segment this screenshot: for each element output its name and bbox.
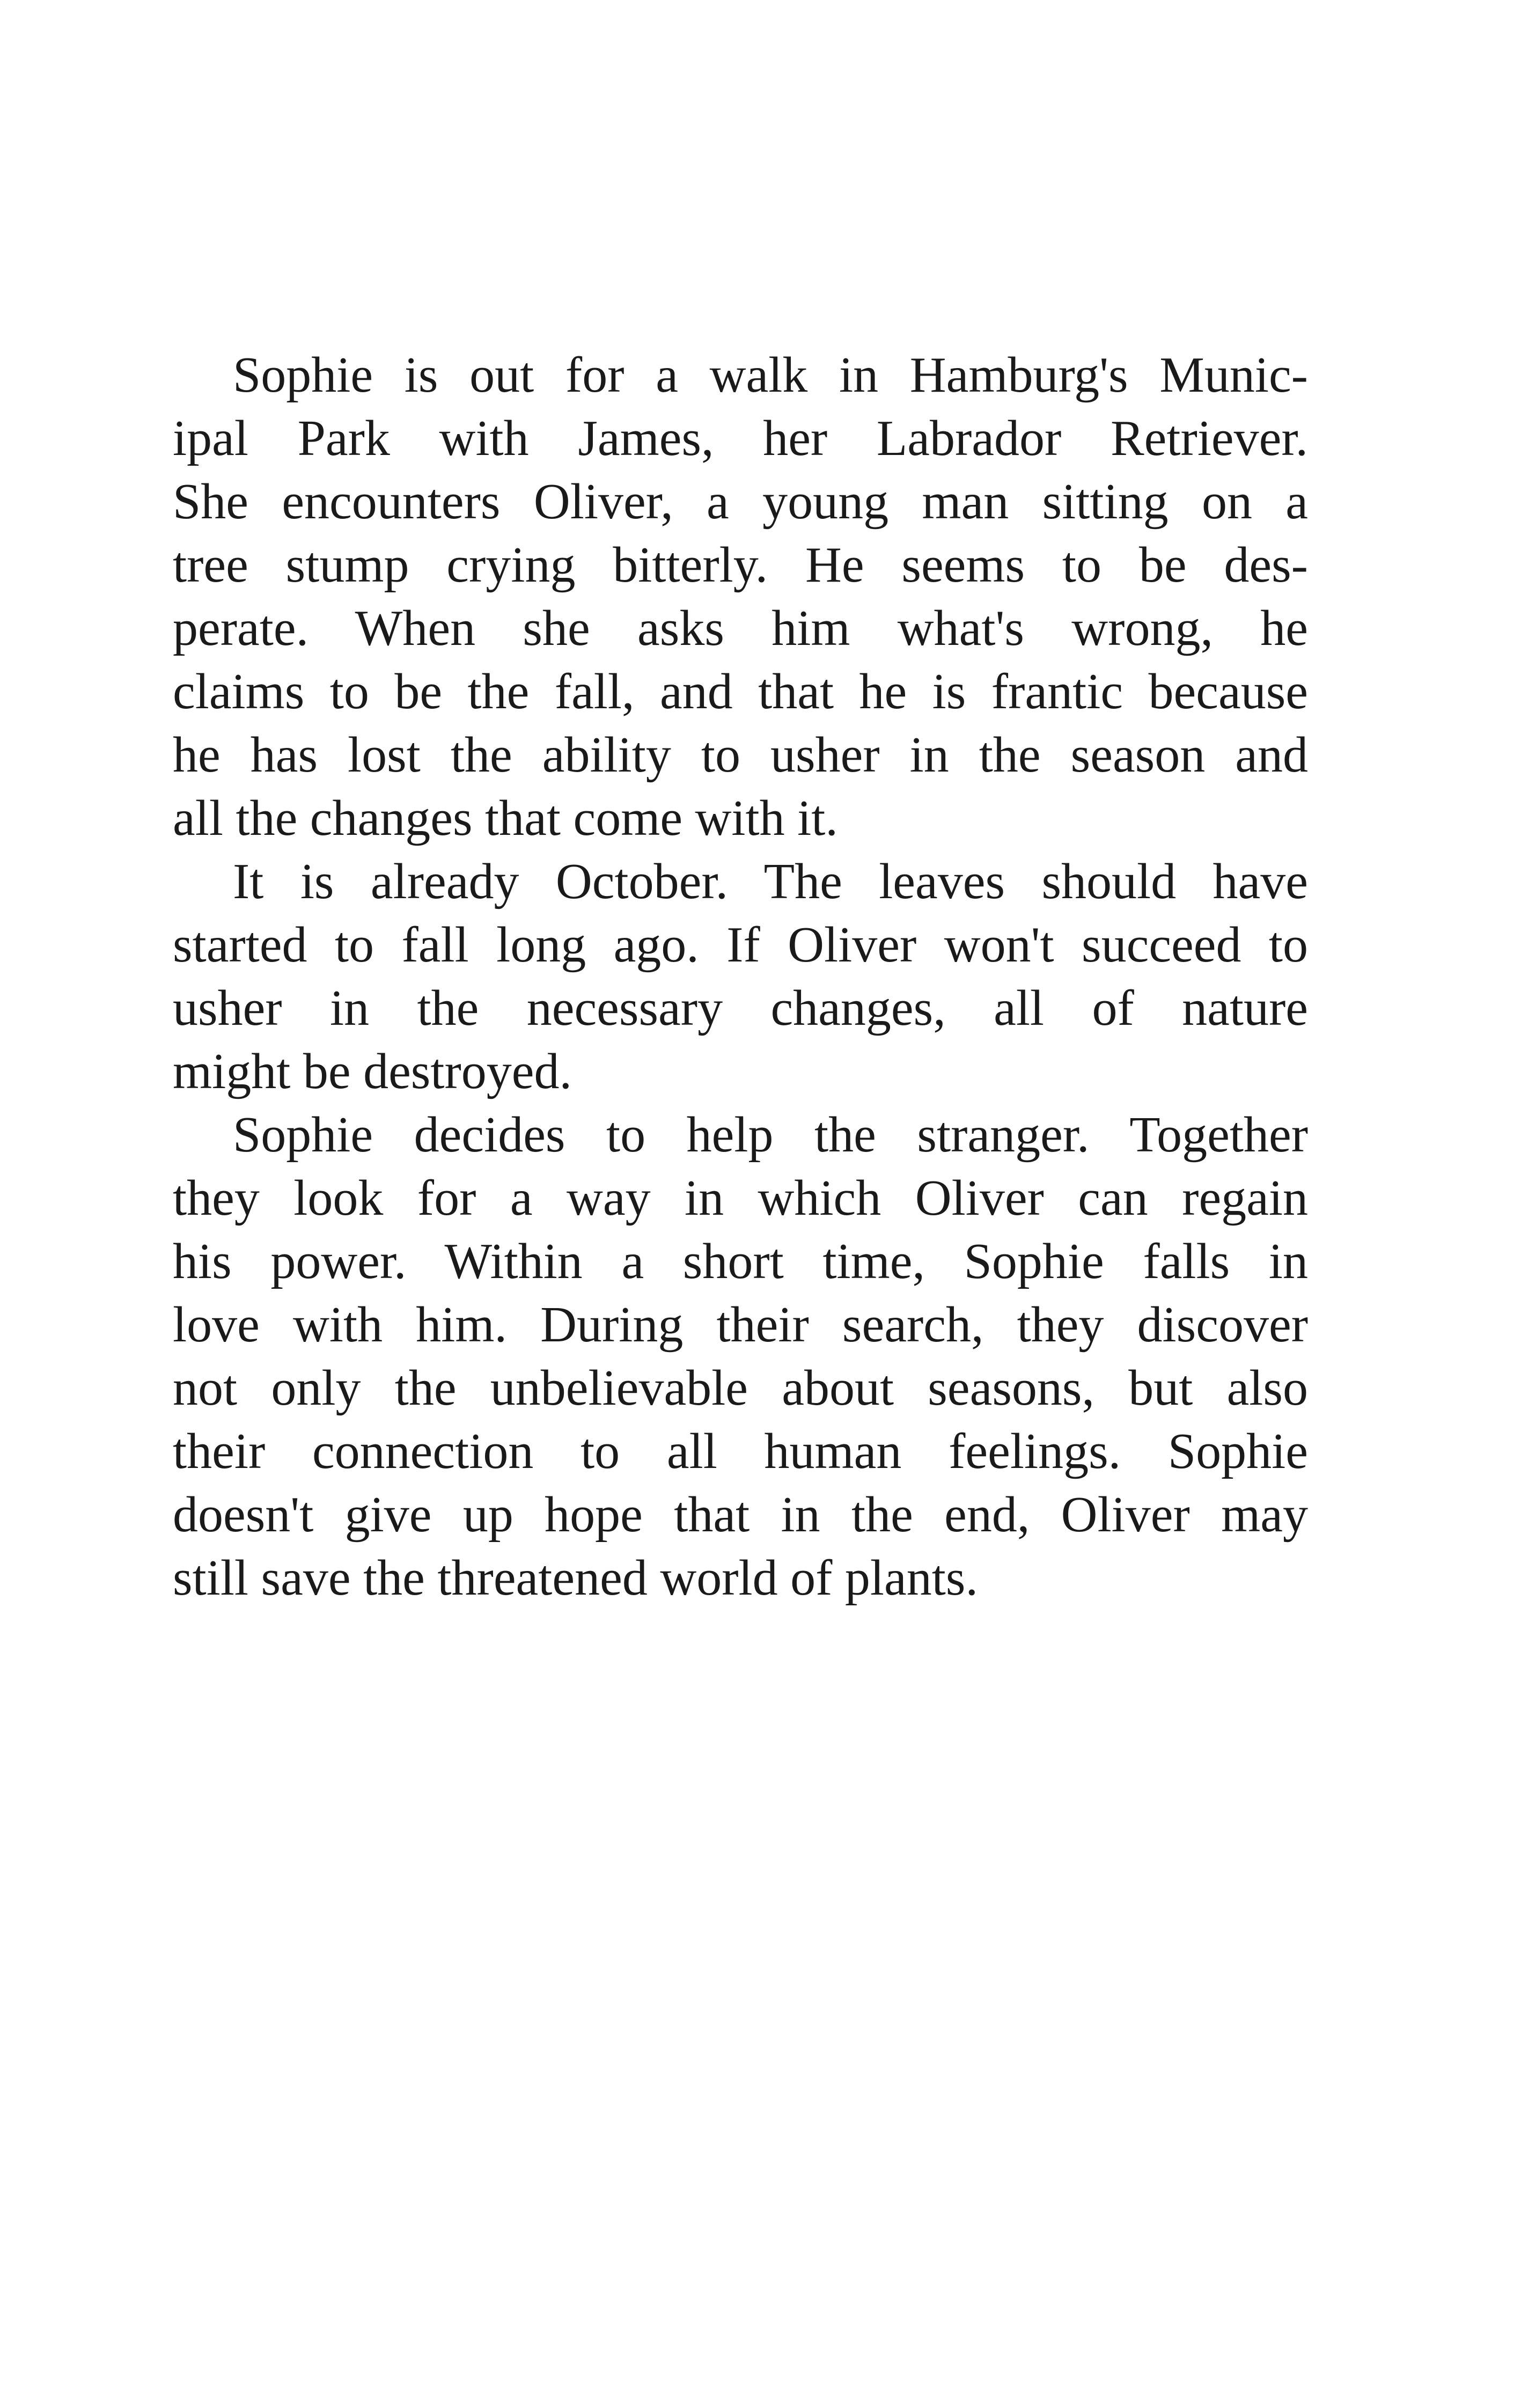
paragraph-line: Sophie decides to help the stranger. Together (233, 1107, 1308, 1163)
paragraph-line: his power. Within a short time, Sophie falls in (173, 1234, 1308, 1289)
paragraph-line: usher in the necessary changes, all of nature (173, 980, 1308, 1036)
paragraph-line: might be destroyed. (173, 1044, 572, 1099)
paragraph-line: not only the unbelievable about seasons, but also (173, 1360, 1308, 1416)
paragraph-line: he has lost the ability to usher in the season and (173, 727, 1308, 783)
paragraph-line: doesn't give up hope that in the end, Oliver may (173, 1487, 1308, 1543)
blurb-text (173, 343, 1308, 1610)
paragraph-line: still save the threatened world of plants. (173, 1550, 978, 1606)
paragraph-line: all the changes that come with it. (173, 790, 838, 846)
paragraph-line: It is already October. The leaves should have (233, 854, 1308, 909)
paragraph-line: perate. When she asks him what's wrong, he (173, 600, 1308, 656)
paragraph-line: She encounters Oliver, a young man sitting on a (173, 474, 1308, 530)
paragraph-line: started to fall long ago. If Oliver won't succeed to (173, 917, 1308, 973)
paragraph-line: claims to be the fall, and that he is frantic because (173, 664, 1308, 720)
paragraph-line: tree stump crying bitterly. He seems to be des- (173, 537, 1308, 593)
paragraph-line: they look for a way in which Oliver can regain (173, 1170, 1308, 1226)
paragraph-line: their connection to all human feelings. Sophie (173, 1423, 1308, 1479)
paragraph-line: love with him. During their search, they discover (173, 1297, 1308, 1353)
paragraph-line: Sophie is out for a walk in Hamburg's Munic- (233, 347, 1308, 403)
paragraph-line: ipal Park with James, her Labrador Retriever. (173, 410, 1308, 466)
